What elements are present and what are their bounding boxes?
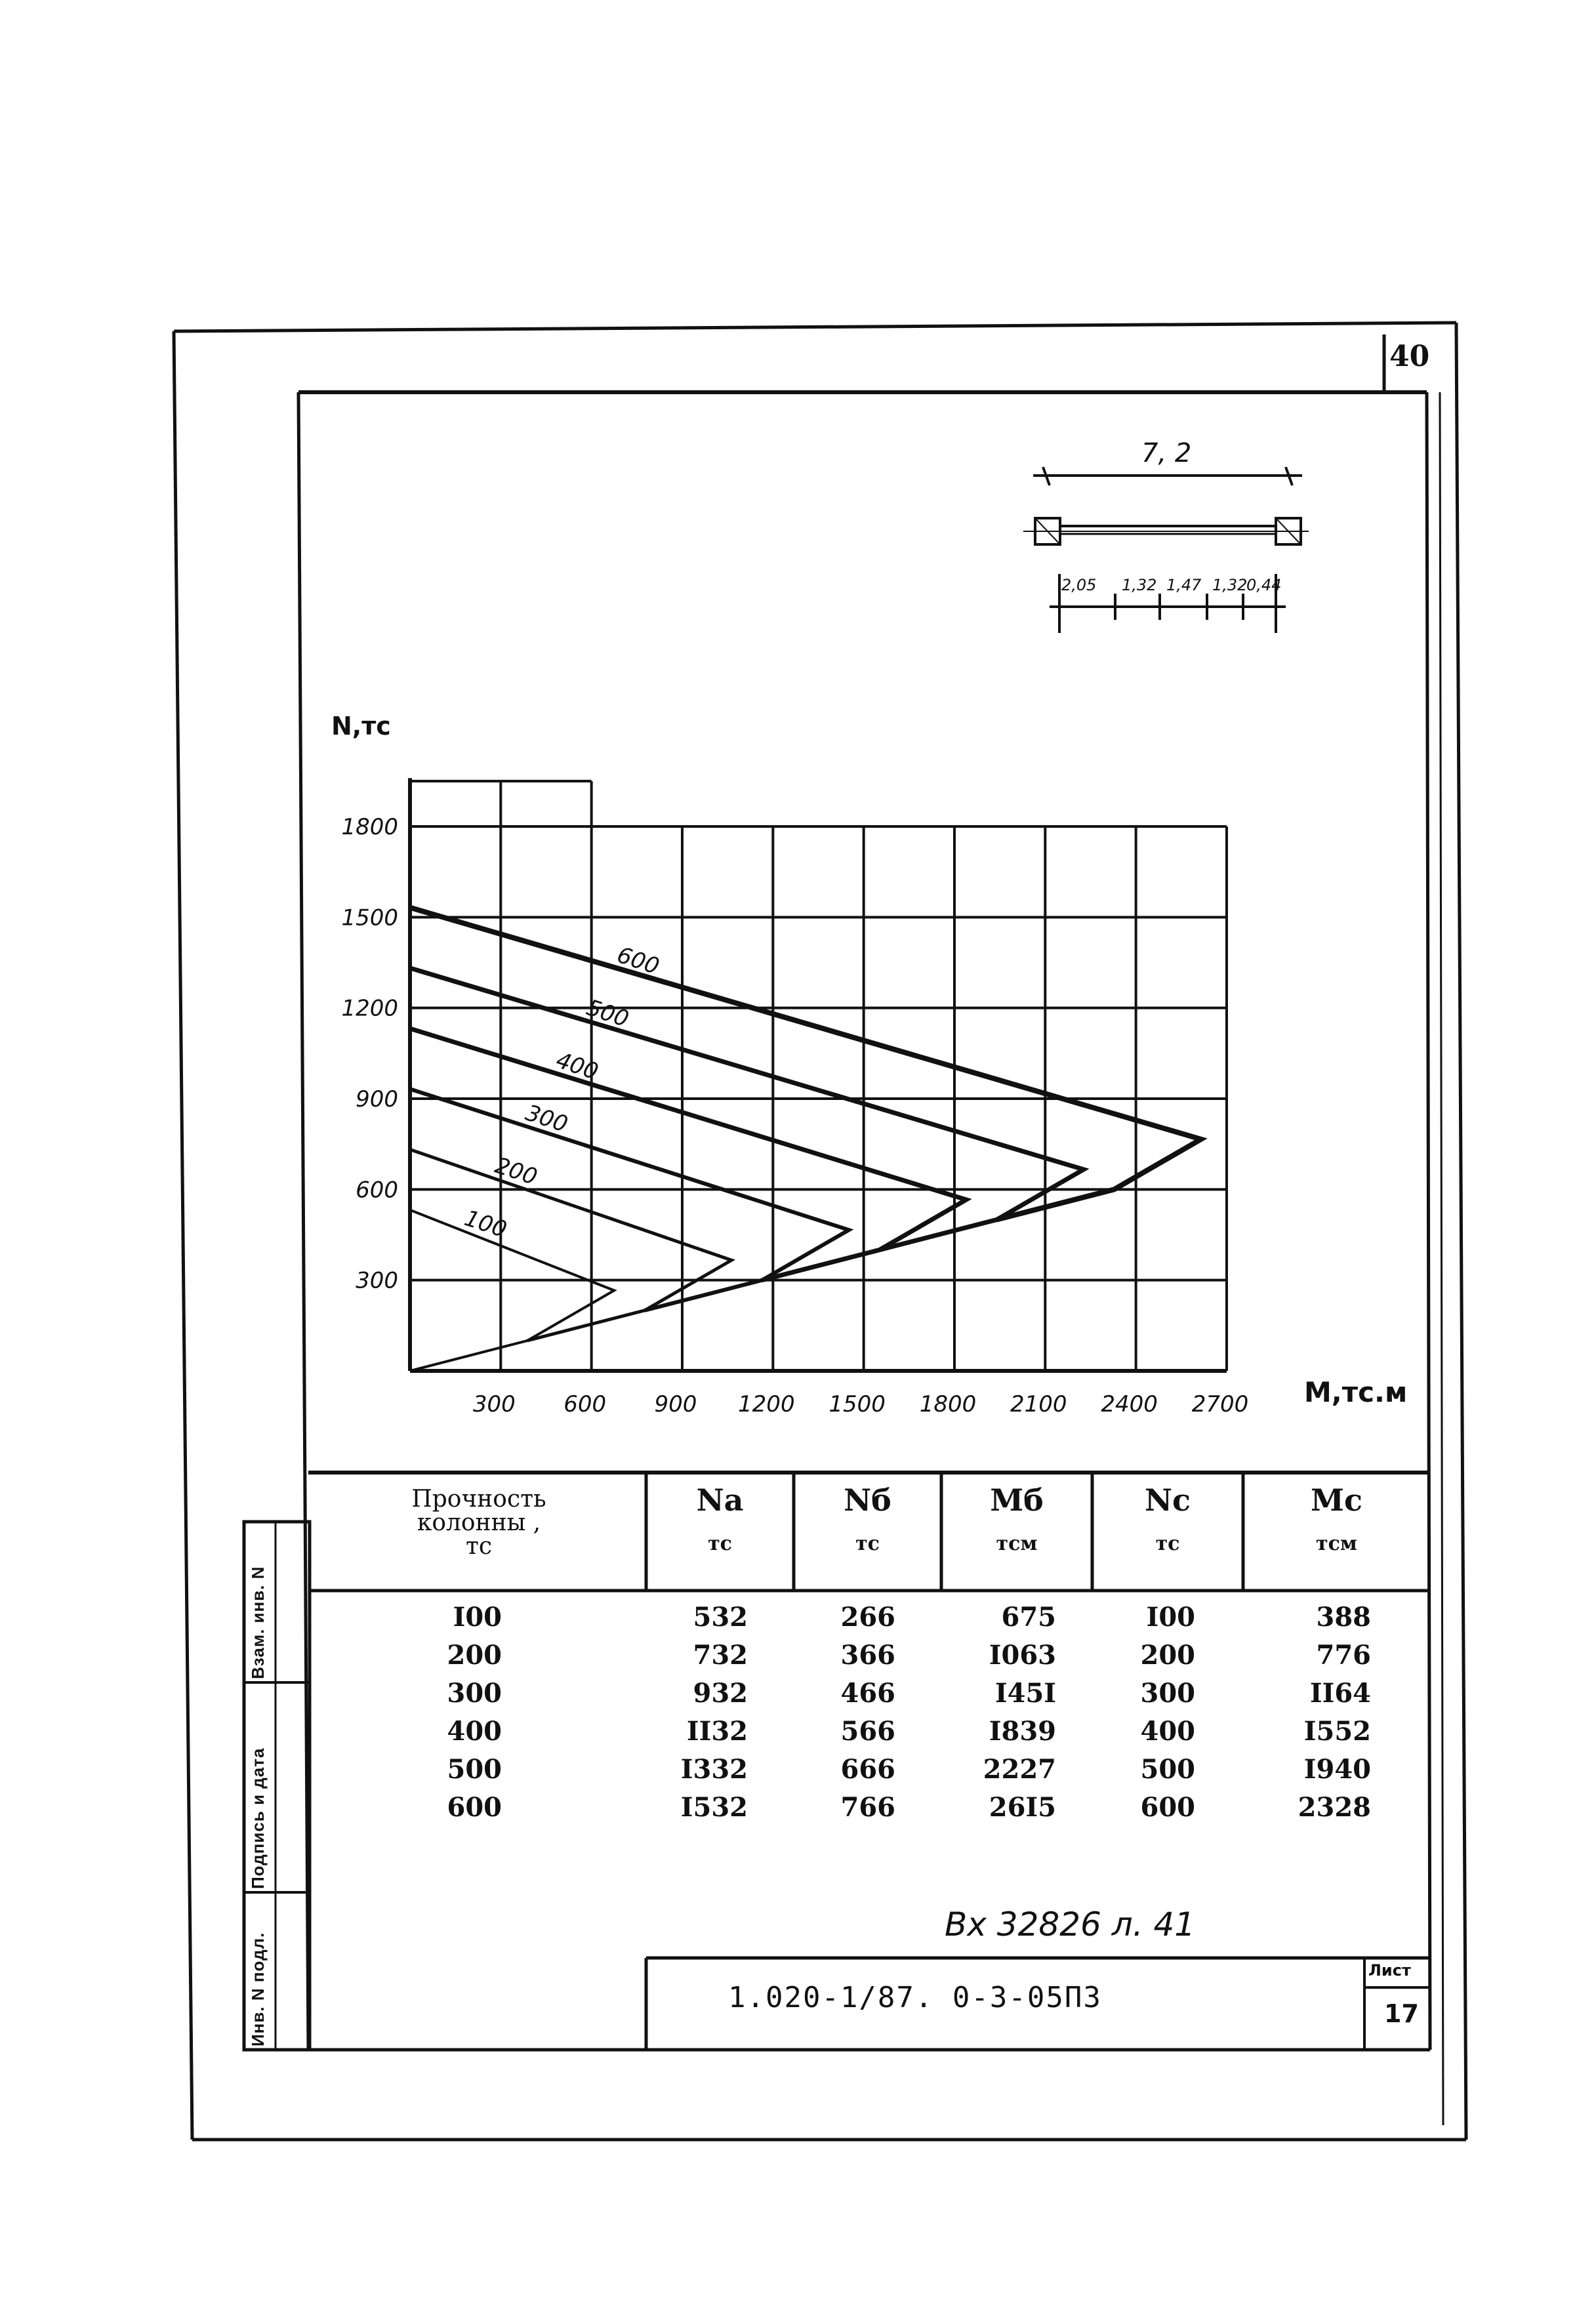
x-tick-label: 1800 [919, 1391, 977, 1417]
col-header-mc-unit: тсм [1316, 1532, 1357, 1555]
table-cell: 400 [1140, 1716, 1195, 1747]
table-cell: 2328 [1298, 1792, 1371, 1823]
table-row-strength: 400 [447, 1716, 502, 1747]
table-cell: 766 [840, 1792, 895, 1823]
table-row-strength: 200 [447, 1640, 502, 1671]
table-cell: I00 [1146, 1602, 1195, 1633]
table-row-strength: 600 [447, 1792, 502, 1823]
column-section-sketch [1023, 467, 1309, 633]
side-label-signature-date: Подпись и дата [248, 1747, 268, 1889]
section-segment-2: 1,32 [1122, 576, 1157, 594]
page-number: 40 [1389, 340, 1430, 373]
x-tick-label: 2400 [1101, 1391, 1158, 1417]
col-header-mb [941, 1482, 1092, 1555]
series-label-500: 500 [583, 994, 632, 1033]
x-tick-label: 1200 [738, 1391, 795, 1417]
series-label-100: 100 [461, 1205, 510, 1244]
table-cell: 500 [1140, 1754, 1195, 1785]
col-header-nc-symbol: Nc [1144, 1482, 1191, 1518]
col-header-na-unit: тс [708, 1532, 732, 1555]
table-cell: 300 [1140, 1678, 1195, 1709]
table-row-strength: 300 [447, 1678, 502, 1709]
col-header-nb [794, 1482, 941, 1555]
document-code: 1.020-1/87. 0-3-05ПЗ [728, 1981, 1102, 2014]
x-tick-label: 2700 [1191, 1391, 1249, 1417]
x-tick-label: 1500 [829, 1391, 886, 1417]
table-cell: I45I [994, 1678, 1056, 1709]
handwritten-registry-note: Вх 32826 л. 41 [945, 1905, 1196, 1944]
table-cell: 266 [840, 1602, 895, 1633]
series-label-600: 600 [613, 941, 663, 981]
table-cell: 732 [693, 1640, 748, 1671]
series-label-400: 400 [552, 1047, 602, 1086]
col-header-nc-unit: тс [1155, 1532, 1180, 1555]
table-cell: II64 [1309, 1678, 1371, 1709]
table-cell: 675 [1001, 1602, 1056, 1633]
section-segment-5: 0,44 [1246, 576, 1282, 594]
x-tick-label: 300 [472, 1391, 516, 1417]
col-header-strength-line3: тс [465, 1533, 493, 1560]
x-axis-title: M,тс.м [1304, 1376, 1408, 1408]
sheet-label: Лист [1368, 1961, 1411, 1980]
table-cell: 466 [840, 1678, 895, 1709]
table-cell: I332 [680, 1754, 748, 1785]
col-header-strength-line1: Прочность [411, 1486, 546, 1513]
series-line-500 [410, 968, 1084, 1250]
side-label-inventory-no: Инв. N подл. [248, 1932, 268, 2046]
col-header-na [646, 1482, 794, 1555]
table-row-strength: I00 [453, 1602, 502, 1633]
table-cell: 2227 [983, 1754, 1056, 1785]
table-cell: 366 [840, 1640, 895, 1671]
col-header-strength [367, 1488, 590, 1558]
y-tick-label: 600 [356, 1177, 398, 1204]
table-cell: 666 [840, 1754, 895, 1785]
table-cell: I063 [989, 1640, 1056, 1671]
y-axis-title: N,тс [331, 712, 391, 741]
table-cell: 932 [693, 1678, 748, 1709]
table-cell: 600 [1140, 1792, 1195, 1823]
col-header-nc [1092, 1482, 1243, 1555]
col-header-nb-unit: тс [855, 1532, 880, 1555]
y-tick-label: 900 [356, 1086, 398, 1113]
y-tick-label: 1500 [341, 905, 398, 931]
table-cell: 776 [1316, 1640, 1371, 1671]
table-cell: I532 [680, 1792, 748, 1823]
x-tick-label: 900 [654, 1391, 697, 1417]
section-segment-4: 1,32 [1212, 576, 1248, 594]
table-cell: 200 [1140, 1640, 1195, 1671]
table-cell: 566 [840, 1716, 895, 1747]
col-header-mb-unit: тсм [996, 1532, 1038, 1555]
side-label-replacement-no: Взам. инв. N [248, 1566, 268, 1679]
col-header-mc [1243, 1482, 1430, 1555]
interaction-diagram [341, 778, 1248, 1417]
y-tick-label: 300 [356, 1267, 398, 1294]
col-header-mb-symbol: Mб [990, 1482, 1044, 1518]
sheet-number: 17 [1384, 1999, 1419, 2028]
table-cell: 532 [693, 1602, 748, 1633]
table-cell: I839 [989, 1716, 1056, 1747]
col-header-na-symbol: Na [696, 1482, 744, 1518]
section-segment-1: 2,05 [1061, 576, 1097, 594]
y-tick-label: 1800 [341, 814, 398, 841]
series-line-100 [410, 1210, 614, 1371]
x-tick-label: 600 [563, 1391, 607, 1417]
table-cell: 26I5 [989, 1792, 1056, 1823]
col-header-nb-symbol: Nб [844, 1482, 891, 1518]
x-tick-label: 2100 [1010, 1391, 1067, 1417]
table-cell: I940 [1303, 1754, 1371, 1785]
y-tick-label: 1200 [341, 995, 398, 1022]
section-segment-3: 1,47 [1166, 576, 1202, 594]
col-header-strength-line2: колонны , [417, 1509, 541, 1536]
table-cell: 388 [1316, 1602, 1371, 1633]
outer-frame [174, 323, 1466, 2140]
series-label-300: 300 [522, 1099, 571, 1138]
section-total-dimension: 7, 2 [1141, 438, 1192, 468]
series-label-200: 200 [491, 1152, 541, 1191]
series-line-300 [410, 1089, 849, 1311]
col-header-mc-symbol: Mc [1311, 1482, 1362, 1518]
table-cell: II32 [686, 1716, 748, 1747]
table-row-strength: 500 [447, 1754, 502, 1785]
table-cell: I552 [1303, 1716, 1371, 1747]
